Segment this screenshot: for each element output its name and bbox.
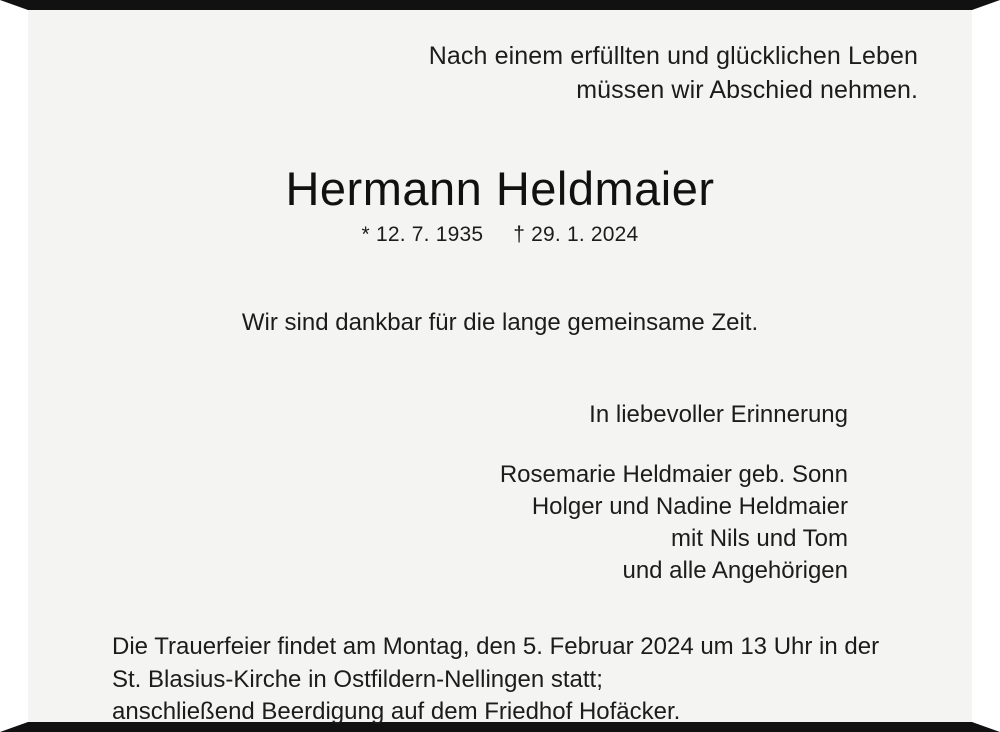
deceased-name: Hermann Heldmaier <box>285 161 715 215</box>
obituary-card <box>28 10 972 726</box>
family-list <box>76 459 924 588</box>
service-line-2: St. Blasius-Kirche in Ostfildern-Nellingen statt; <box>112 665 603 693</box>
family-line-2: Holger und Nadine Heldmaier <box>531 493 848 520</box>
service-details <box>76 631 924 728</box>
memory-text: In liebevoller Erinnerung <box>589 400 848 428</box>
family-line-3: mit Nils und Tom <box>671 525 848 553</box>
name-block <box>76 161 924 247</box>
opening-text <box>76 40 918 108</box>
family-line-4: und alle Angehörigen <box>622 557 848 585</box>
service-line-3: anschließend Beerdigung auf dem Friedhof Hofäcker. <box>112 698 681 726</box>
service-line-1: Die Trauerfeier findet am Montag, den 5. Februar 2024 um 13 Uhr in der <box>112 633 880 661</box>
opening-line-2: müssen wir Abschied nehmen. <box>576 75 918 104</box>
life-dates <box>76 223 924 247</box>
opening-line-1: Nach einem erfüllten und glücklichen Leben <box>428 42 918 70</box>
death-date: † 29. 1. 2024 <box>513 222 639 246</box>
family-line-1: Rosemarie Heldmaier geb. Sonn <box>499 460 848 488</box>
gratitude-text: Wir sind dankbar für die lange gemeinsame Zeit. <box>241 308 759 336</box>
birth-date: * 12. 7. 1935 <box>361 222 484 246</box>
